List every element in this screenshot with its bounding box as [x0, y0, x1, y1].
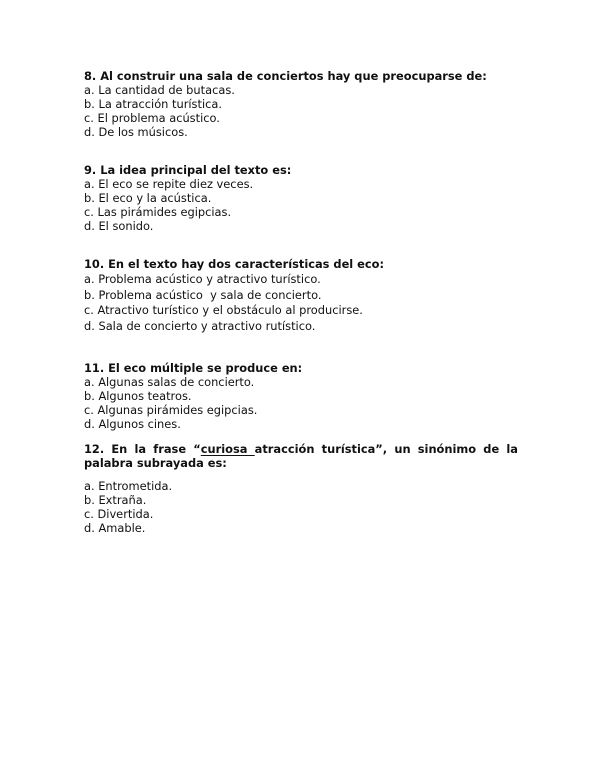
question-8: [84, 69, 518, 139]
question-10-title: 10. En el texto hay dos características del eco:: [84, 257, 385, 271]
question-9-option-c: c. Las pirámides egipcias.: [84, 205, 232, 219]
question-12-title: [84, 442, 518, 470]
question-12-option-c: c. Divertida.: [84, 507, 154, 521]
question-12-title-start: 12. En la frase “: [84, 442, 201, 456]
question-8-option-d: d. De los músicos.: [84, 125, 188, 139]
question-11-option-a: a. Algunas salas de concierto.: [84, 375, 255, 389]
question-10-option-d: d. Sala de concierto y atractivo rutístico.: [84, 318, 316, 333]
question-9-option-d: d. El sonido.: [84, 219, 154, 233]
question-12-option-b: b. Extraña.: [84, 493, 147, 507]
question-12-option-d: d. Amable.: [84, 521, 146, 535]
question-8-option-b: b. La atracción turística.: [84, 97, 222, 111]
question-10-option-a: a. Problema acústico y atractivo turístico.: [84, 272, 321, 286]
question-8-option-a: a. La cantidad de butacas.: [84, 83, 235, 97]
question-11-title: 11. El eco múltiple se produce en:: [84, 361, 303, 375]
question-11-option-b: b. Algunos teatros.: [84, 389, 192, 403]
question-10: [84, 257, 518, 334]
question-10-option-b: b. Problema acústico y sala de concierto.: [84, 287, 322, 302]
question-10-option-c: c. Atractivo turístico y el obstáculo al producirse.: [84, 303, 363, 317]
question-8-option-c: c. El problema acústico.: [84, 111, 220, 125]
question-9-option-b: b. El eco y la acústica.: [84, 191, 212, 205]
question-9-option-a: a. El eco se repite diez veces.: [84, 177, 254, 191]
underlined-word: curiosa: [200, 442, 255, 456]
question-9: [84, 163, 518, 233]
question-12: [84, 442, 518, 535]
question-9-title: 9. La idea principal del texto es:: [84, 163, 292, 177]
question-12-title-end: atracción turística”, un sinónimo de la palabra subrayada es:: [84, 442, 518, 470]
question-11-option-d: d. Algunos cines.: [84, 417, 181, 431]
question-11: [84, 361, 518, 431]
question-12-option-a: a. Entrometida.: [84, 479, 173, 493]
question-8-title: 8. Al construir una sala de conciertos hay que preocuparse de:: [84, 69, 487, 83]
question-11-option-c: c. Algunas pirámides egipcias.: [84, 403, 258, 417]
